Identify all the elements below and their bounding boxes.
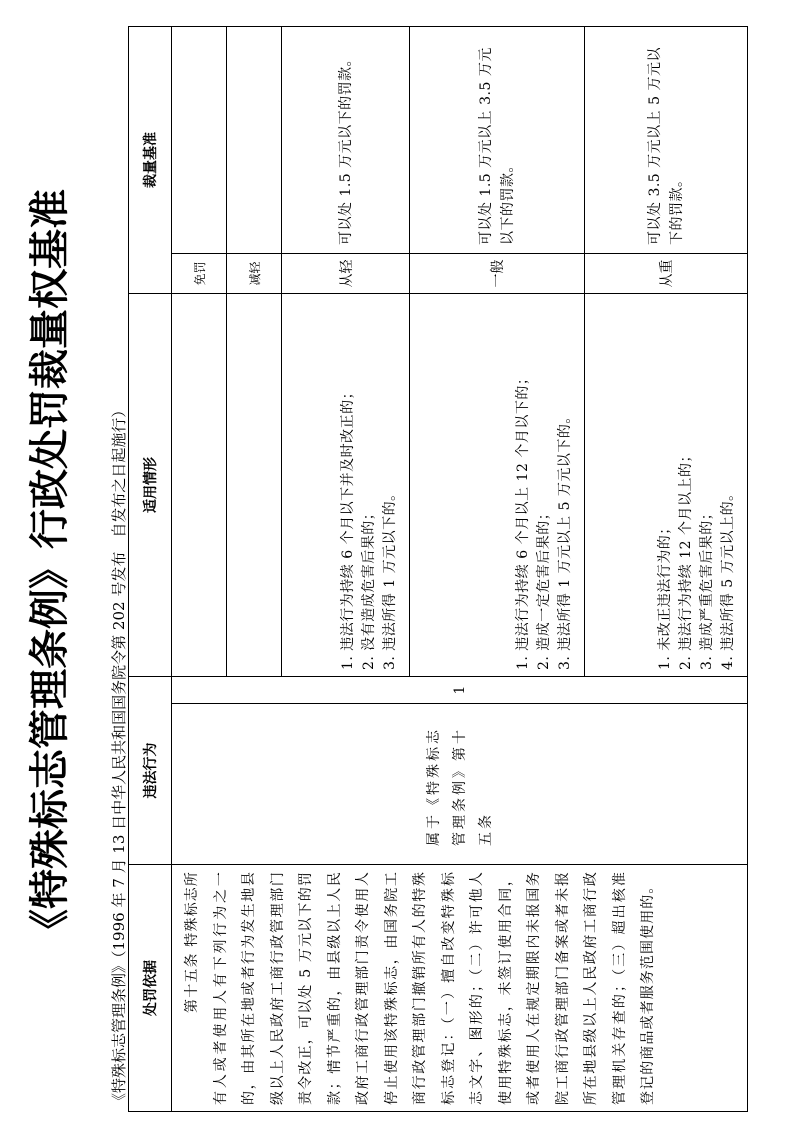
penalty-basis-text: 第十五条 特殊标志所有人或者使用人有下列行为之一的，由其所在地或者行为发生地县级以上人民政府工商行政管理部门责令改正，可以处 5 万元以下的罚款；情节严重的，由县级以上人民政府工商行政管理部门责令使用人停止使用该特殊标志，由国务院工商行政管理部门撤销所有人的特殊标志登记：（一）擅自改变特殊标志文字、图形的；（二）许可他人使用特殊标志，未签订使用合同，或者使用人在规定期限内未报国务院工商行政管理部门备案或者未报所在地县级以上人民政府工商行政管理机关存查的；（三）超出核准登记的商品或者服务范围使用的。: [184, 871, 656, 1105]
standard-exempt: [172, 27, 227, 254]
situation-exempt: [172, 294, 227, 677]
standard-reduced: [227, 27, 282, 254]
situation-general-1: 1. 违法行为持续 6 个月以上 12 个月以下的；: [515, 370, 531, 670]
level-exempt: 免罚: [172, 254, 227, 294]
situation-heavy: [585, 294, 748, 677]
row-number-cell: [172, 677, 748, 704]
situation-light-2: 2. 没有造成危害后果的；: [361, 505, 377, 670]
violation-cell: [172, 704, 748, 865]
situation-light-1: 1. 违法行为持续 6 个月以下并及时改正的；: [340, 384, 356, 670]
standard-general: 可以处 1.5 万元以上 3.5 万元以下的罚款。: [410, 27, 585, 254]
situation-heavy-1: 1. 未改正违法行为的；: [657, 520, 673, 670]
situation-general-2: 2. 造成一定危害后果的；: [536, 505, 552, 670]
level-general: 一般: [410, 254, 585, 294]
row-number: 1: [451, 685, 468, 695]
subtitle-law: 《特殊标志管理条例》（1996 年 7 月 13 日中华人民共和国国务院令第 202 号发布: [110, 551, 128, 1108]
violation-text: 属于《特殊标志管理条例》第十五条: [425, 727, 494, 846]
subtitle: [108, 389, 129, 1108]
header-basis: 处罚依据: [129, 865, 172, 1112]
standard-light: 可以处 1.5 万元以下的罚款。: [282, 27, 410, 254]
standard-heavy: 可以处 3.5 万元以上 5 万元以下的罚款。: [585, 27, 748, 254]
table-header-row: [129, 27, 172, 1112]
situation-light: [282, 294, 410, 677]
situation-heavy-2: 2. 违法行为持续 12 个月以上的；: [678, 447, 694, 670]
table-row-exempt: [172, 27, 227, 1112]
header-violation: 违法行为: [129, 677, 172, 865]
situation-heavy-4: 4. 违法所得 5 万元以上的。: [720, 486, 736, 670]
discretion-table: [128, 26, 748, 1112]
situation-general: [410, 294, 585, 677]
penalty-basis-cell: [172, 865, 748, 1112]
subtitle-effective: 自发布之日起施行）: [110, 402, 128, 538]
level-light: 从轻: [282, 254, 410, 294]
page-title: 《特殊标志管理条例》行政处罚裁量权基准: [26, 189, 73, 949]
level-reduced: 减轻: [227, 254, 282, 294]
situation-heavy-3: 3. 造成严重危害后果的；: [699, 505, 715, 670]
header-situation: 适用情形: [129, 294, 172, 677]
situation-reduced: [227, 294, 282, 677]
situation-light-3: 3. 违法所得 1 万元以下的。: [382, 486, 398, 670]
level-heavy: 从重: [585, 254, 748, 294]
situation-general-3: 3. 违法所得 1 万元以上 5 万元以下的。: [557, 409, 573, 670]
header-standard: 裁量基准: [129, 27, 172, 294]
